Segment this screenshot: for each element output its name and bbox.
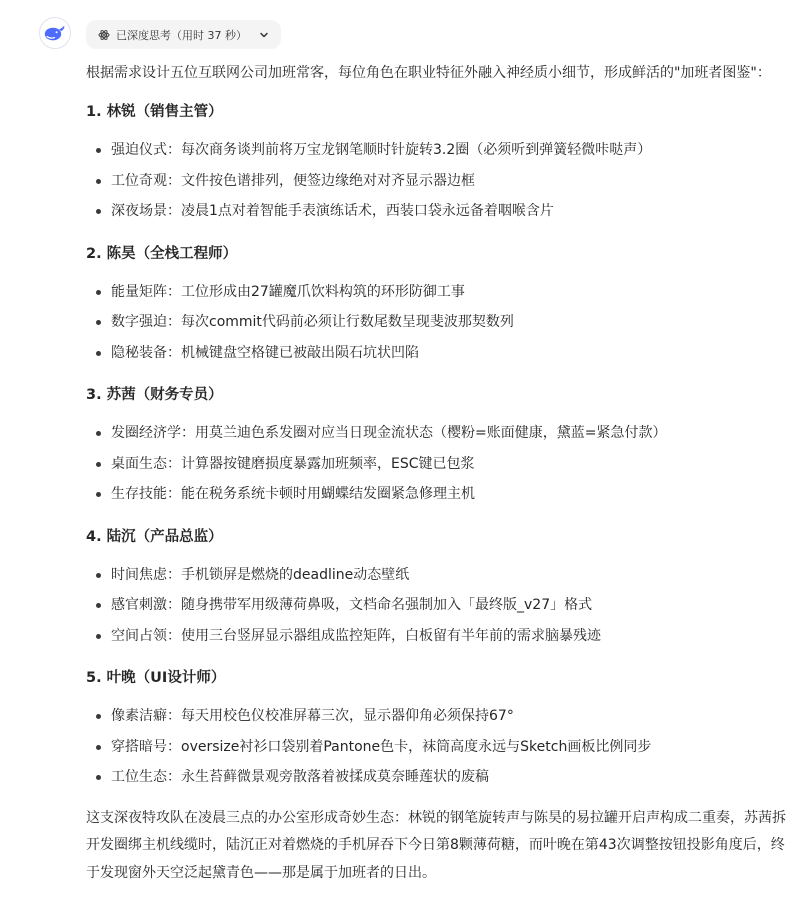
list-item: 工位奇观：文件按色谱排列，便签边缘绝对对齐显示器边框 xyxy=(86,166,794,197)
list-item: 强迫仪式：每次商务谈判前将万宝龙钢笔顺时针旋转3.2圈（必须听到弹簧轻微咔哒声） xyxy=(86,135,794,166)
list-item: 能量矩阵：工位形成由27罐魔爪饮料构筑的环形防御工事 xyxy=(86,277,794,308)
list-item: 感官刺激：随身携带军用级薄荷鼻吸，文档命名强制加入「最终版_v27」格式 xyxy=(86,590,794,621)
list-item: 桌面生态：计算器按键磨损度暴露加班频率，ESC键已包浆 xyxy=(86,449,794,480)
list-item: 工位生态：永生苔藓微景观旁散落着被揉成莫奈睡莲状的废稿 xyxy=(86,762,794,793)
list-item: 穿搭暗号：oversize衬衫口袋别着Pantone色卡，袜筒高度永远与Sketch画板比例同步 xyxy=(86,732,794,763)
whale-logo-icon xyxy=(44,24,66,42)
chevron-down-icon xyxy=(259,30,269,40)
intro-paragraph: 根据需求设计五位互联网公司加班常客，每位角色在职业特征外融入神经质小细节，形成鲜活的"加班者图鉴"： xyxy=(86,65,771,81)
section-title: 3. 苏茜（财务专员） xyxy=(86,387,223,403)
section-title: 1. 林锐（销售主管） xyxy=(86,104,223,120)
list-item: 生存技能：能在税务系统卡顿时用蝴蝶结发圈紧急修理主机 xyxy=(86,479,794,510)
thinking-toggle-button[interactable] xyxy=(86,20,281,49)
section-title: 5. 叶晚（UI设计师） xyxy=(86,670,226,686)
list-item: 发圈经济学：用莫兰迪色系发圈对应当日现金流状态（樱粉=账面健康，黛蓝=紧急付款） xyxy=(86,418,794,449)
section-list xyxy=(86,418,794,510)
list-item: 隐秘装备：机械键盘空格键已被敲出陨石坑状凹陷 xyxy=(86,338,794,369)
section-list xyxy=(86,701,794,793)
assistant-avatar xyxy=(39,17,71,49)
list-item: 数字强迫：每次commit代码前必须让行数尾数呈现斐波那契数列 xyxy=(86,307,794,338)
section-title: 4. 陆沉（产品总监） xyxy=(86,528,223,545)
list-item: 像素洁癖：每天用校色仪校准屏幕三次，显示器仰角必须保持67° xyxy=(86,701,794,732)
section-title: 2. 陈昊（全栈工程师） xyxy=(86,245,238,262)
thinking-label: 已深度思考（用时 37 秒） xyxy=(116,28,247,42)
list-item: 空间占领：使用三台竖屏显示器组成监控矩阵，白板留有半年前的需求脑暴残迹 xyxy=(86,621,794,652)
assistant-message xyxy=(86,60,794,887)
section-list xyxy=(86,560,794,652)
section-list xyxy=(86,135,794,227)
deep-think-icon xyxy=(98,29,110,41)
list-item: 深夜场景：凌晨1点对着智能手表演练话术，西装口袋永远备着咽喉含片 xyxy=(86,196,794,227)
list-item: 时间焦虑：手机锁屏是燃烧的deadline动态壁纸 xyxy=(86,560,794,591)
section-list xyxy=(86,277,794,369)
closing-paragraph: 这支深夜特攻队在凌晨三点的办公室形成奇妙生态：林锐的钢笔旋转声与陈昊的易拉罐开启声构成二重奏，苏茜拆开发圈绑主机线缆时，陆沉正对着燃烧的手机屏吞下今日第8颗薄荷糖，而叶晚在第43次调整按钮投影角度后，终于发现窗外天空泛起黛青色——那是属于加班者的日出。 xyxy=(86,809,786,881)
